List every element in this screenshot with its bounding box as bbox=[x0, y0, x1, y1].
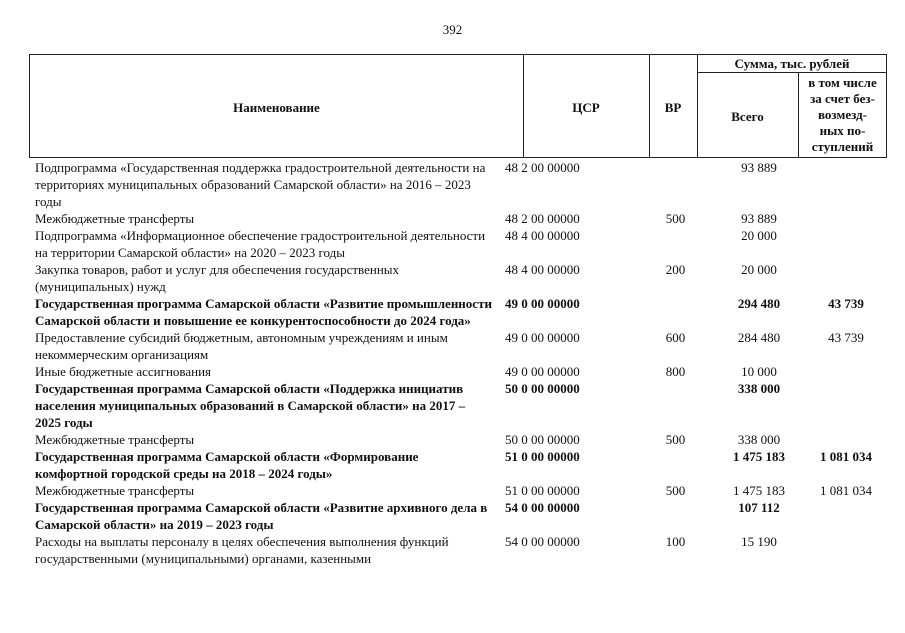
row-name: Государственная программа Самарской области «Развитие промышленности Самарской области и повышение ее конкурентоспособности до 2024 года» bbox=[35, 296, 492, 328]
row-vr: 100 bbox=[665, 534, 686, 549]
row-total: 93 889 bbox=[741, 211, 777, 226]
header-csr: ЦСР bbox=[572, 100, 600, 115]
row-total: 1 475 183 bbox=[733, 449, 785, 464]
header-name: Наименование bbox=[233, 100, 320, 115]
header-bez bbox=[798, 75, 887, 155]
table-header bbox=[29, 54, 887, 158]
row-csr: 48 2 00 00000 bbox=[505, 211, 580, 226]
row-csr: 51 0 00 00000 bbox=[505, 483, 580, 498]
row-name: Межбюджетные трансферты bbox=[35, 211, 195, 226]
header-sum: Сумма, тыс. рублей bbox=[734, 56, 850, 71]
header-bez-line: возмезд- bbox=[818, 107, 867, 122]
table-row bbox=[29, 380, 887, 431]
row-csr: 48 2 00 00000 bbox=[505, 160, 580, 175]
table-row bbox=[29, 329, 887, 363]
table-row bbox=[29, 431, 887, 448]
row-name: Государственная программа Самарской области «Развитие архивного дела в Самарской области» на 2019 – 2023 годы bbox=[35, 500, 488, 532]
row-vr: 500 bbox=[665, 483, 686, 498]
header-total: Всего bbox=[731, 109, 764, 124]
row-csr: 51 0 00 00000 bbox=[505, 449, 580, 464]
row-total: 93 889 bbox=[741, 160, 777, 175]
row-vr: 800 bbox=[665, 364, 686, 379]
table-row bbox=[29, 499, 887, 533]
table-row bbox=[29, 533, 887, 567]
row-csr: 48 4 00 00000 bbox=[505, 228, 580, 243]
row-total: 107 112 bbox=[738, 500, 780, 515]
row-csr: 54 0 00 00000 bbox=[505, 534, 580, 549]
row-total: 20 000 bbox=[741, 262, 777, 277]
table-row bbox=[29, 448, 887, 482]
row-csr: 49 0 00 00000 bbox=[505, 330, 580, 345]
row-csr: 48 4 00 00000 bbox=[505, 262, 580, 277]
row-bez: 43 739 bbox=[828, 296, 864, 311]
row-vr: 500 bbox=[665, 211, 686, 226]
table-row bbox=[29, 210, 887, 227]
row-vr: 200 bbox=[665, 262, 686, 277]
row-total: 338 000 bbox=[737, 432, 781, 447]
table-row bbox=[29, 261, 887, 295]
row-name: Межбюджетные трансферты bbox=[35, 483, 195, 498]
table-body bbox=[29, 159, 887, 567]
header-bez-line: ступлений bbox=[811, 139, 874, 154]
row-name: Подпрограмма «Государственная поддержка градостроительной деятельности на территориях муниципальных образований Самарской области» на 2016 – 2023 годы bbox=[35, 160, 486, 209]
row-csr: 50 0 00 00000 bbox=[505, 381, 580, 396]
row-bez: 43 739 bbox=[828, 330, 864, 345]
row-total: 20 000 bbox=[741, 228, 777, 243]
row-csr: 54 0 00 00000 bbox=[505, 500, 580, 515]
table-row bbox=[29, 482, 887, 499]
table-row bbox=[29, 295, 887, 329]
row-bez: 1 081 034 bbox=[820, 483, 872, 498]
row-total: 10 000 bbox=[741, 364, 777, 379]
header-bez-line: в том числе bbox=[808, 75, 877, 90]
header-bez-line: за счет без- bbox=[810, 91, 875, 106]
row-name: Расходы на выплаты персоналу в целях обеспечения выполнения функций государственными (муниципальными) органами, казенными bbox=[35, 534, 449, 566]
row-name: Предоставление субсидий бюджетным, автономным учреждениям и иным некоммерческим организациям bbox=[35, 330, 448, 362]
row-name: Закупка товаров, работ и услуг для обеспечения государственных (муниципальных) нужд bbox=[35, 262, 400, 294]
header-divider bbox=[697, 72, 886, 73]
row-vr: 500 bbox=[665, 432, 686, 447]
row-name: Иные бюджетные ассигнования bbox=[35, 364, 212, 379]
row-name: Государственная программа Самарской области «Поддержка инициатив населения муниципальных образований в Самарской области» на 2017 – 2025 годы bbox=[35, 381, 466, 430]
table-row bbox=[29, 363, 887, 380]
row-name: Межбюджетные трансферты bbox=[35, 432, 195, 447]
page-number: 392 bbox=[442, 22, 463, 37]
table-row bbox=[29, 159, 887, 210]
row-total: 284 480 bbox=[737, 330, 781, 345]
row-name: Подпрограмма «Информационное обеспечение градостроительной деятельности на территории Самарской области» на 2020 – 2023 годы bbox=[35, 228, 486, 260]
row-csr: 49 0 00 00000 bbox=[505, 296, 580, 311]
row-total: 1 475 183 bbox=[733, 483, 785, 498]
row-vr: 600 bbox=[665, 330, 686, 345]
row-total: 338 000 bbox=[737, 381, 781, 396]
table-row bbox=[29, 227, 887, 261]
row-total: 294 480 bbox=[737, 296, 781, 311]
header-vr: ВР bbox=[664, 100, 682, 115]
row-csr: 50 0 00 00000 bbox=[505, 432, 580, 447]
row-bez: 1 081 034 bbox=[820, 449, 872, 464]
row-csr: 49 0 00 00000 bbox=[505, 364, 580, 379]
header-bez-line: ных по- bbox=[819, 123, 866, 138]
row-total: 15 190 bbox=[741, 534, 777, 549]
row-name: Государственная программа Самарской области «Формирование комфортной городской среды на 2018 – 2024 годы» bbox=[35, 449, 419, 481]
